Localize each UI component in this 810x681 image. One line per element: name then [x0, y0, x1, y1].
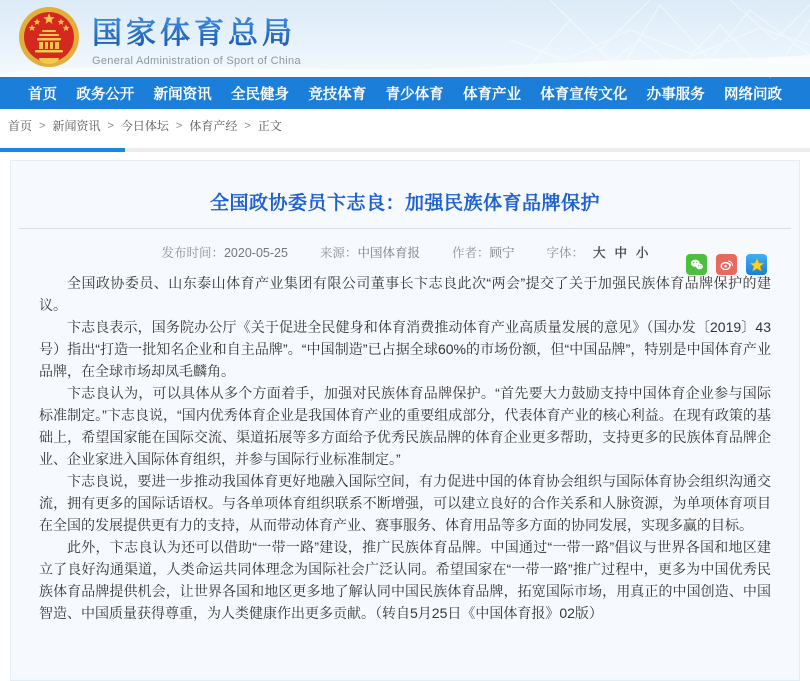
article-meta — [11, 243, 799, 261]
publish-date: 2020-05-25 — [223, 246, 288, 260]
divider-accent — [0, 148, 125, 152]
nav-item-national-fitness[interactable]: 全民健身 — [230, 86, 289, 103]
site-title: 国家体育总局 — [92, 8, 301, 52]
breadcrumb-sports-economy[interactable]: 体育产经 — [189, 119, 238, 133]
site-logo-home-link[interactable] — [18, 6, 301, 68]
author-name: 顾宁 — [489, 246, 515, 260]
article-author: 作者：顾宁 — [451, 246, 515, 260]
qzone-share-icon[interactable] — [746, 254, 767, 275]
article-paragraph: 此外，卞志良认为还可以借助“一带一路”建设，推广民族体育品牌。中国通过“一带一路”倡议与世界各国和地区建立了良好沟通渠道，人类命运共同体理念为国际社会广泛认同。希望国家在“一带一路”推广过程中，更多为中国优秀民族体育品牌提供机会，让世界各国和地区更多地了解认同中国民族体育品牌，拓宽国际市场，用真正的中国创造、中国智造、中国质量获得尊重，为人类健康作出更多贡献。（转自5月25日《中国体育报》02版） — [39, 539, 771, 621]
breadcrumb-separator: > — [175, 119, 183, 132]
weibo-share-icon[interactable] — [716, 254, 737, 275]
breadcrumb-separator: > — [244, 119, 251, 132]
breadcrumb-today-sports[interactable]: 今日体坛 — [120, 119, 169, 133]
source-name: 中国体育报 — [357, 246, 420, 260]
nav-item-services[interactable]: 办事服务 — [646, 86, 705, 103]
article-container — [10, 160, 800, 681]
site-subtitle: General Administration of Sport of China — [92, 54, 301, 67]
font-size-small-button[interactable]: 小 — [636, 246, 649, 260]
breadcrumb-separator: > — [107, 119, 114, 132]
font-size-medium-button[interactable]: 中 — [614, 246, 628, 260]
article-paragraph: 卞志良认为，可以具体从多个方面着手，加强对民族体育品牌保护。“首先要大力鼓励支持中国体育企业参与国际标准制定。”卞志良说，“国内优秀体育企业是我国体育产业的重要组成部分，代表体育产业的核心利益。在现有政策的基础上，希望国家能在国际交流、渠道拓展等多方面给予优秀民族品牌的体育企业更多帮助，支持更多的民族体育品牌企业、企业家进入国际体育组织，并参与国际行业标准制定。” — [39, 385, 771, 467]
share-toolbar — [686, 254, 767, 275]
font-size-switcher: 字体： 大 中 小 — [546, 246, 649, 260]
article-paragraph: 卞志良表示，国务院办公厅《关于促进全民健身和体育消费推动体育产业高质量发展的意见》（国办发〔2019〕43号）指出“打造一批知名企业和自主品牌”。“中国制造”已占据全球60%的市场份额，但“中国品牌”，特别是中国体育产业品牌，在全球市场却凤毛麟角。 — [39, 319, 771, 379]
nav-item-online-politics[interactable]: 网络问政 — [723, 86, 782, 103]
font-size-large-button[interactable]: 大 — [593, 246, 606, 260]
main-nav — [0, 77, 810, 109]
article-paragraph: 全国政协委员、山东泰山体育产业集团有限公司董事长卞志良此次“两会”提交了关于加强民族体育品牌保护的建议。 — [39, 275, 771, 313]
national-emblem-icon — [18, 6, 80, 68]
nav-item-home[interactable]: 首页 — [28, 86, 57, 103]
breadcrumb-current-page: 正文 — [257, 119, 282, 133]
breadcrumb-separator: > — [39, 119, 46, 132]
nav-item-sports-culture[interactable]: 体育宣传文化 — [540, 86, 628, 103]
title-divider — [19, 228, 791, 229]
nav-item-sports-industry[interactable]: 体育产业 — [462, 86, 521, 103]
article-source: 来源：中国体育报 — [319, 246, 420, 260]
publish-time: 发布时间：2020-05-25 — [161, 246, 288, 260]
breadcrumb-home[interactable]: 首页 — [8, 119, 33, 133]
nav-item-gov-affairs[interactable]: 政务公开 — [76, 86, 135, 103]
nav-item-competitive-sports[interactable]: 竞技体育 — [308, 86, 367, 103]
article-title: 全国政协委员卞志良：加强民族体育品牌保护 — [209, 193, 600, 214]
site-header — [0, 0, 810, 77]
section-divider — [0, 148, 810, 152]
wechat-share-icon[interactable] — [686, 254, 707, 275]
breadcrumb — [0, 109, 810, 142]
article-paragraph: 卞志良说，要进一步推动我国体育更好地融入国际空间，有力促进中国的体育协会组织与国际体育协会组织沟通交流，拥有更多的国际话语权。与各单项体育组织联系不断增强，可以建立良好的合作关系和人脉资源，为单项体育项目在全国的发展提供更有力的支持，从而带动体育产业、赛事服务、体育用品等多方面的协同发展，实现多赢的目标。 — [39, 473, 771, 533]
nav-item-news[interactable]: 新闻资讯 — [153, 86, 212, 103]
breadcrumb-news[interactable]: 新闻资讯 — [52, 119, 101, 133]
nav-item-youth-sports[interactable]: 青少体育 — [385, 86, 444, 103]
article-body — [11, 261, 799, 624]
